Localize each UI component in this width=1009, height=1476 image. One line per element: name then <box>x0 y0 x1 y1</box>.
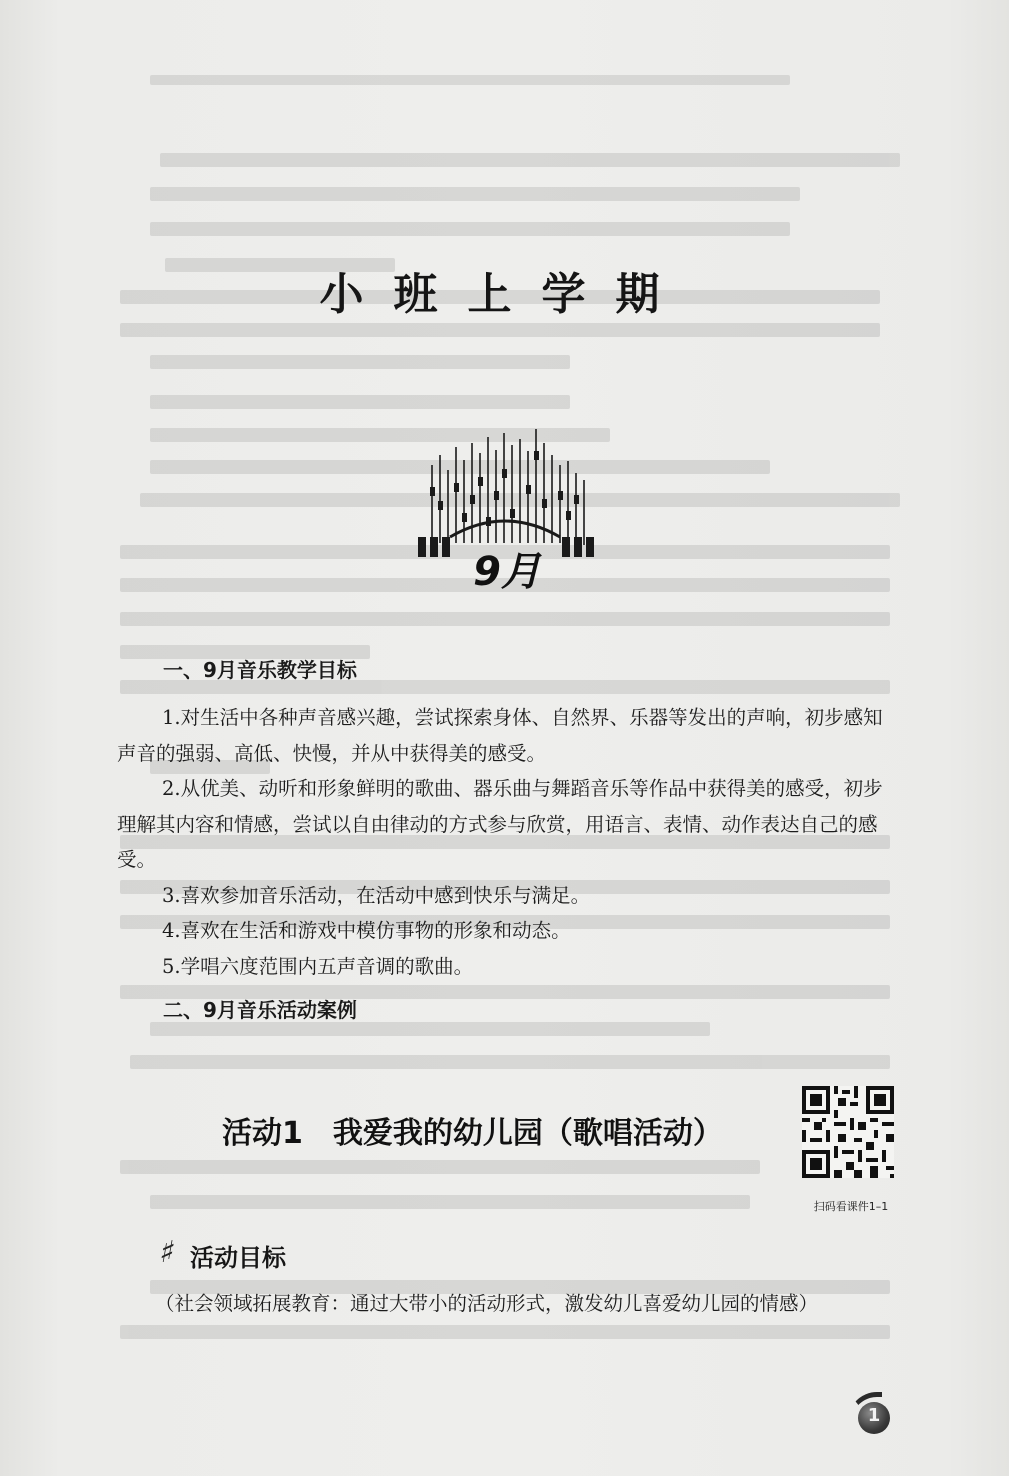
qr-code-icon[interactable] <box>802 1086 894 1178</box>
page-number-label: 1 <box>867 1405 881 1426</box>
goals-paragraph: （社会领域拓展教育：通过大带小的活动形式，激发幼儿喜爱幼儿园的情感） <box>155 1292 819 1315</box>
activity-number: 活动1 <box>222 1116 303 1151</box>
activity-goals-text <box>117 1286 892 1322</box>
list-item: 3.喜欢参加音乐活动，在活动中感到快乐与满足。 <box>162 883 591 907</box>
activity-name: 我爱我的幼儿园（歌唱活动） <box>332 1116 723 1151</box>
goals-heading-label: 活动目标 <box>190 1244 286 1272</box>
month-label: 9月 <box>473 549 541 595</box>
sharp-sign-icon: ♯ <box>156 1235 178 1270</box>
qr-caption: 扫码看课件1–1 <box>813 1200 889 1213</box>
list-item: 4.喜欢在生活和游戏中模仿事物的形象和动态。 <box>162 919 571 942</box>
list-item: 2.从优美、动听和形象鲜明的歌曲、器乐曲与舞蹈音乐等作品中获得美的感受，初步理解其内容和情感，尝试以自由律动的方式参与欣赏，用语言、表情、动作表达自己的感受。 <box>117 777 883 871</box>
section-heading-cases: 二、9月音乐活动案例 <box>163 998 357 1022</box>
teaching-goals-list <box>117 700 892 984</box>
page-number <box>848 1392 896 1440</box>
section-heading-goals: 一、9月音乐教学目标 <box>163 658 357 682</box>
list-item: 5.学唱六度范围内五声音调的歌曲。 <box>162 954 474 978</box>
activity-title <box>222 1108 723 1152</box>
list-item: 1.对生活中各种声音感兴趣，尝试探索身体、自然界、乐器等发出的声响，初步感知声音的强弱、高低、快慢，并从中获得美的感受。 <box>117 706 883 765</box>
page-title: 小班上学期 <box>319 269 690 320</box>
